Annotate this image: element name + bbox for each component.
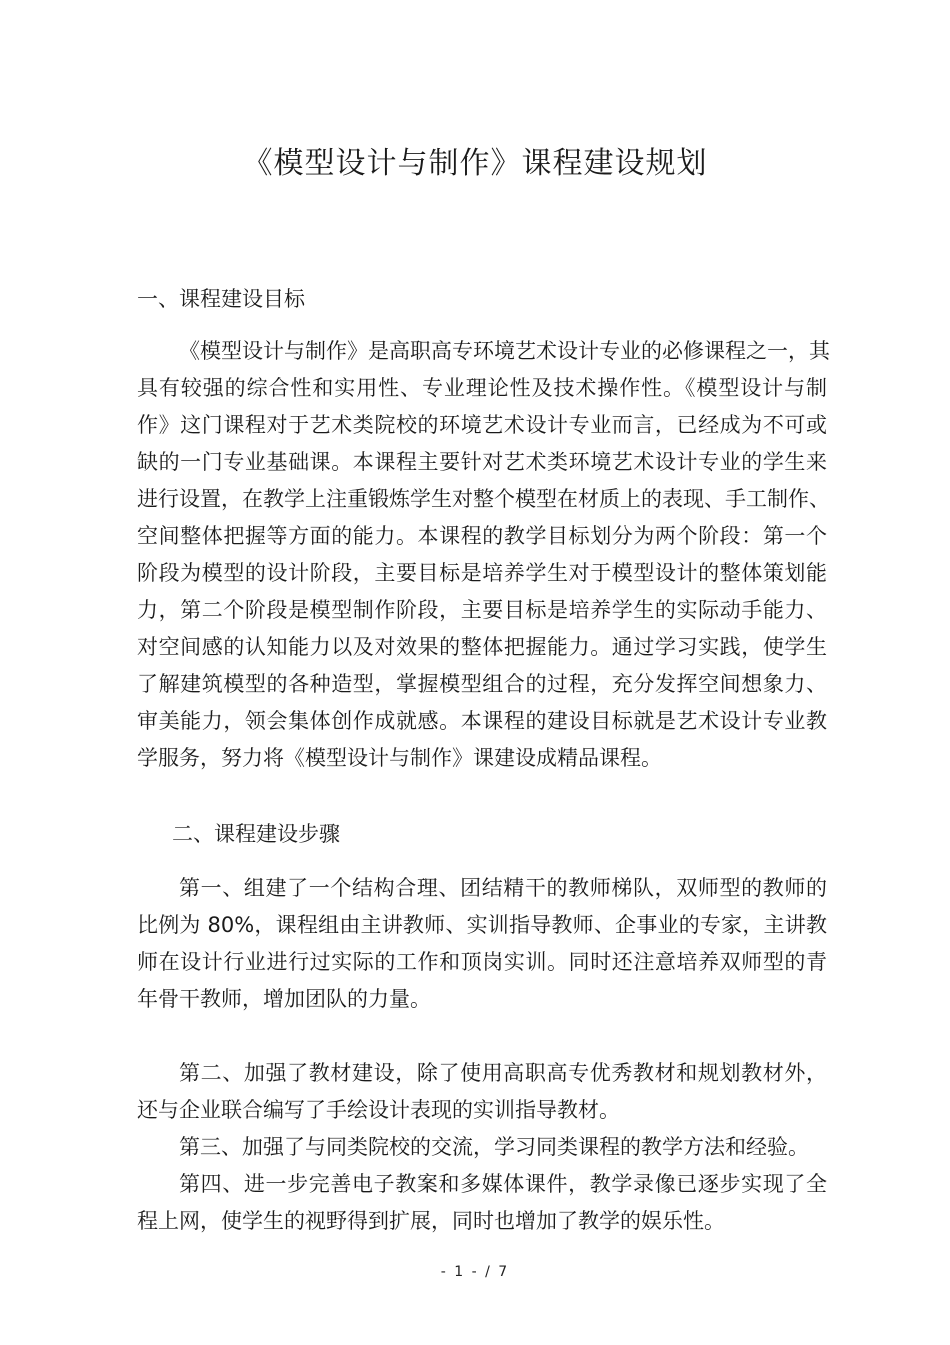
text-line: 进行设置，在教学上注重锻炼学生对整个模型在材质上的表现、手工制作、 bbox=[137, 487, 830, 511]
step-three-paragraph bbox=[137, 1129, 827, 1166]
text-line: 《模型设计与制作》是高职高专环境艺术设计专业的必修课程之一，其 bbox=[179, 339, 830, 363]
text-line: 空间整体把握等方面的能力。本课程的教学目标划分为两个阶段：第一个 bbox=[137, 524, 827, 548]
page-number: - 1 - / 7 bbox=[440, 1264, 510, 1280]
text-line: 阶段为模型的设计阶段，主要目标是培养学生对于模型设计的整体策划能 bbox=[137, 561, 827, 585]
text-line: 缺的一门专业基础课。本课程主要针对艺术类环境艺术设计专业的学生来 bbox=[137, 450, 827, 474]
step-one-paragraph bbox=[137, 870, 827, 1018]
text-line: 程上网，使学生的视野得到扩展，同时也增加了教学的娱乐性。 bbox=[137, 1209, 725, 1233]
text-line: 力，第二个阶段是模型制作阶段，主要目标是培养学生的实际动手能力、 bbox=[137, 598, 827, 622]
section-heading-goals: 一、课程建设目标 bbox=[137, 287, 305, 311]
step-two-paragraph bbox=[137, 1055, 827, 1129]
text-line: 对空间感的认知能力以及对效果的整体把握能力。通过学习实践，使学生 bbox=[137, 635, 827, 659]
text-line: 第二、加强了教材建设，除了使用高职高专优秀教材和规划教材外， bbox=[179, 1061, 827, 1085]
text-line: 具有较强的综合性和实用性、专业理论性及技术操作性。《模型设计与制 bbox=[137, 376, 827, 400]
text-line: 学服务，努力将《模型设计与制作》课建设成精品课程。 bbox=[137, 746, 662, 770]
text-line: 还与企业联合编写了手绘设计表现的实训指导教材。 bbox=[137, 1098, 620, 1122]
section-goals-paragraph bbox=[137, 333, 830, 777]
document-title: 《模型设计与制作》课程建设规划 bbox=[242, 146, 708, 181]
text-line: 了解建筑模型的各种造型，掌握模型组合的过程，充分发挥空间想象力、 bbox=[137, 672, 827, 696]
step-four-paragraph bbox=[137, 1166, 827, 1240]
text-line: 第四、进一步完善电子教案和多媒体课件，教学录像已逐步实现了全 bbox=[179, 1172, 827, 1196]
text-line: 年骨干教师，增加团队的力量。 bbox=[137, 987, 431, 1011]
section-heading-steps: 二、课程建设步骤 bbox=[172, 822, 340, 846]
text-line: 第一、组建了一个结构合理、团结精干的教师梯队，双师型的教师的 bbox=[179, 876, 827, 900]
text-line: 第三、加强了与同类院校的交流，学习同类课程的教学方法和经验。 bbox=[179, 1135, 809, 1159]
text-line: 比例为 80%，课程组由主讲教师、实训指导教师、企事业的专家，主讲教 bbox=[137, 913, 827, 937]
text-line: 审美能力，领会集体创作成就感。本课程的建设目标就是艺术设计专业教 bbox=[137, 709, 827, 733]
text-line: 作》这门课程对于艺术类院校的环境艺术设计专业而言，已经成为不可或 bbox=[137, 413, 827, 437]
text-line: 师在设计行业进行过实际的工作和顶岗实训。同时还注意培养双师型的青 bbox=[137, 950, 827, 974]
